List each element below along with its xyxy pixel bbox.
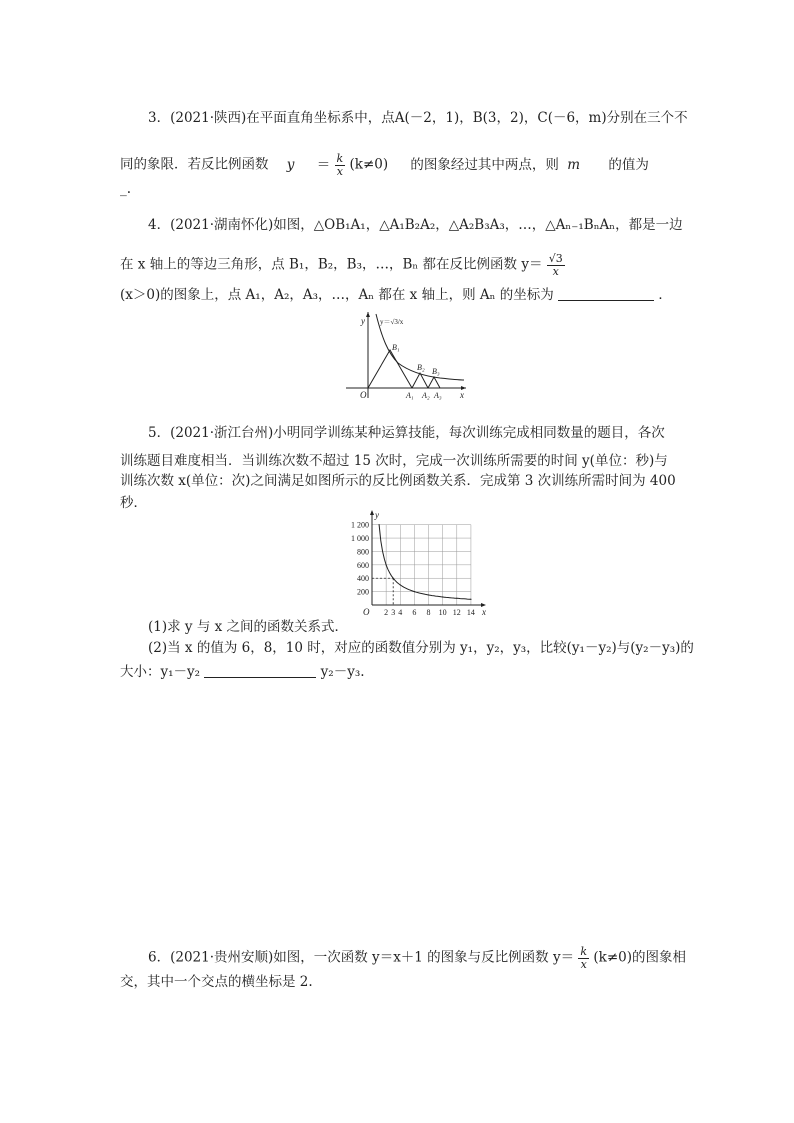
q5-line-4: 秒． xyxy=(120,495,147,511)
chart-x-label: x xyxy=(482,607,486,616)
q3-fraction xyxy=(335,153,346,177)
q5-line-2: 训练题目难度相当．当训练次数不超过 15 次时，完成一次训练所需要的时间 y(单位：秒)与 xyxy=(120,453,668,469)
q6-text-b: (k≠0)的图象相 xyxy=(593,949,686,966)
chart-x-tick-label: 10 xyxy=(438,608,447,616)
q4-label-b3: B₃ xyxy=(432,367,440,376)
q5-compare-left: 大小：y₁－y₂ xyxy=(120,664,201,680)
q4-line-1: 4．(2021·湖南怀化)如图，△OB₁A₁，△A₁B₂A₂，△A₂B₃A₃，…，△Aₙ₋₁BₙAₙ，都是一边 xyxy=(148,217,683,233)
chart-point xyxy=(414,591,415,592)
q3-text-c: 的值为 xyxy=(608,156,649,173)
chart-y-tick-label: 600 xyxy=(357,560,369,570)
chart-point xyxy=(428,594,429,595)
q4-triangle-1 xyxy=(368,350,412,388)
chart-origin-label: O xyxy=(363,607,370,616)
q4-y-arrow xyxy=(366,312,370,317)
chart-y-tick-label: 400 xyxy=(357,574,369,584)
chart-x-tick-label: 8 xyxy=(426,608,431,616)
q4-frac-num: √3 xyxy=(548,252,563,265)
q4-label-a1: A₁ xyxy=(406,391,414,400)
q4-label-func: y＝√3/x xyxy=(380,318,404,326)
q4-frac-den: x xyxy=(552,264,559,278)
chart-x-tick-label: 14 xyxy=(466,608,475,616)
q6-line-2: 交，其中一个交点的横坐标是 2. xyxy=(120,974,313,990)
chart-point xyxy=(400,584,401,585)
q3-line-2 xyxy=(120,153,649,177)
q3-equals: ＝ xyxy=(316,156,331,173)
q3-var-m: m xyxy=(567,156,581,173)
q4-text-a: 在 x 轴上的等边三角形，点 B₁，B₂，B₃，…，Bₙ 都在反比例函数 y＝ xyxy=(120,256,543,273)
chart-y-arrow xyxy=(370,510,374,515)
chart-x-tick-label: 2 xyxy=(384,608,389,616)
q3-frac-num: k xyxy=(336,152,344,165)
q4-line-3 xyxy=(120,288,672,303)
q4-label-a3: A₃ xyxy=(434,391,442,400)
q3-text-b: 的图象经过其中两点，则 xyxy=(410,156,559,173)
chart-y-tick-label: 800 xyxy=(357,547,369,557)
q3-var-y: y xyxy=(286,156,295,173)
q4-line-2 xyxy=(120,253,565,277)
chart-x-tick-label: 3 xyxy=(391,608,396,616)
chart-y-tick-label: 1 200 xyxy=(351,520,369,530)
q5-chart xyxy=(330,510,490,616)
chart-x-tick-label: 4 xyxy=(398,608,403,616)
chart-y-label: y xyxy=(375,510,379,520)
q4-label-x: x xyxy=(460,390,464,400)
q4-label-y: y xyxy=(361,316,365,326)
chart-y-tick-label: 200 xyxy=(357,587,369,597)
q3-text-a: 同的象限．若反比例函数 xyxy=(120,156,269,173)
q6-text-a: 6．(2021·贵州安顺)如图，一次函数 y＝x＋1 的图象与反比例函数 y＝ xyxy=(148,949,575,966)
q5-line-3: 训练次数 x(单位：次)之间满足如图所示的反比例函数关系．完成第 3 次训练所需时间为 400 xyxy=(120,473,676,489)
chart-point xyxy=(386,564,387,565)
q6-frac-den: x xyxy=(580,957,587,971)
chart-y-tick-label: 1 000 xyxy=(351,534,369,544)
q5-answer-blank[interactable] xyxy=(204,665,316,678)
chart-point xyxy=(393,578,394,579)
q4-figure xyxy=(340,308,470,400)
chart-point xyxy=(378,524,379,525)
chart-x-tick-label: 6 xyxy=(412,608,417,616)
q3-line-1: 3．(2021·陕西)在平面直角坐标系中，点A(－2，1)，B(3，2)，C(－6，m)分别在三个不 xyxy=(148,110,688,126)
chart-point xyxy=(456,598,457,599)
q3-condition: (k≠0) xyxy=(349,156,389,173)
q4-label-o: O xyxy=(360,390,367,400)
q5-part-2: (2)当 x 的值为 6，8，10 时，对应的函数值分别为 y₁，y₂，y₃，比较(y₁－y₂)与(y₂－y₃)的 xyxy=(148,640,694,656)
q6-fraction xyxy=(578,946,589,970)
q5-line-1: 5．(2021·浙江台州)小明同学训练某种运算技能，每次训练完成相同数量的题目，各次 xyxy=(148,425,665,441)
chart-point xyxy=(470,599,471,600)
q5-compare-right: y₂－y₃. xyxy=(320,664,365,680)
q4-label-b2: B₂ xyxy=(417,363,425,372)
q5-part-1: (1)求 y 与 x 之间的函数关系式． xyxy=(148,619,349,635)
q4-triangle-3 xyxy=(428,377,440,388)
q4-label-a2: A₂ xyxy=(422,391,430,400)
chart-point xyxy=(442,596,443,597)
q4-fraction xyxy=(547,253,565,277)
q6-frac-num: k xyxy=(580,945,588,958)
q6-line-1 xyxy=(148,946,686,970)
chart-x-tick-label: 12 xyxy=(452,608,461,616)
q4-text-3: (x＞0)的图象上，点 A₁，A₂，A₃，…，Aₙ 都在 x 轴上，则 Aₙ 的坐标为 xyxy=(120,287,554,303)
q4-label-b1: B₁ xyxy=(392,343,400,352)
q3-frac-den: x xyxy=(336,164,343,178)
q4-answer-blank[interactable] xyxy=(558,288,654,301)
q4-period: ． xyxy=(658,287,672,303)
q5-part-3 xyxy=(120,665,365,680)
q3-answer-blank: _. xyxy=(120,181,132,197)
